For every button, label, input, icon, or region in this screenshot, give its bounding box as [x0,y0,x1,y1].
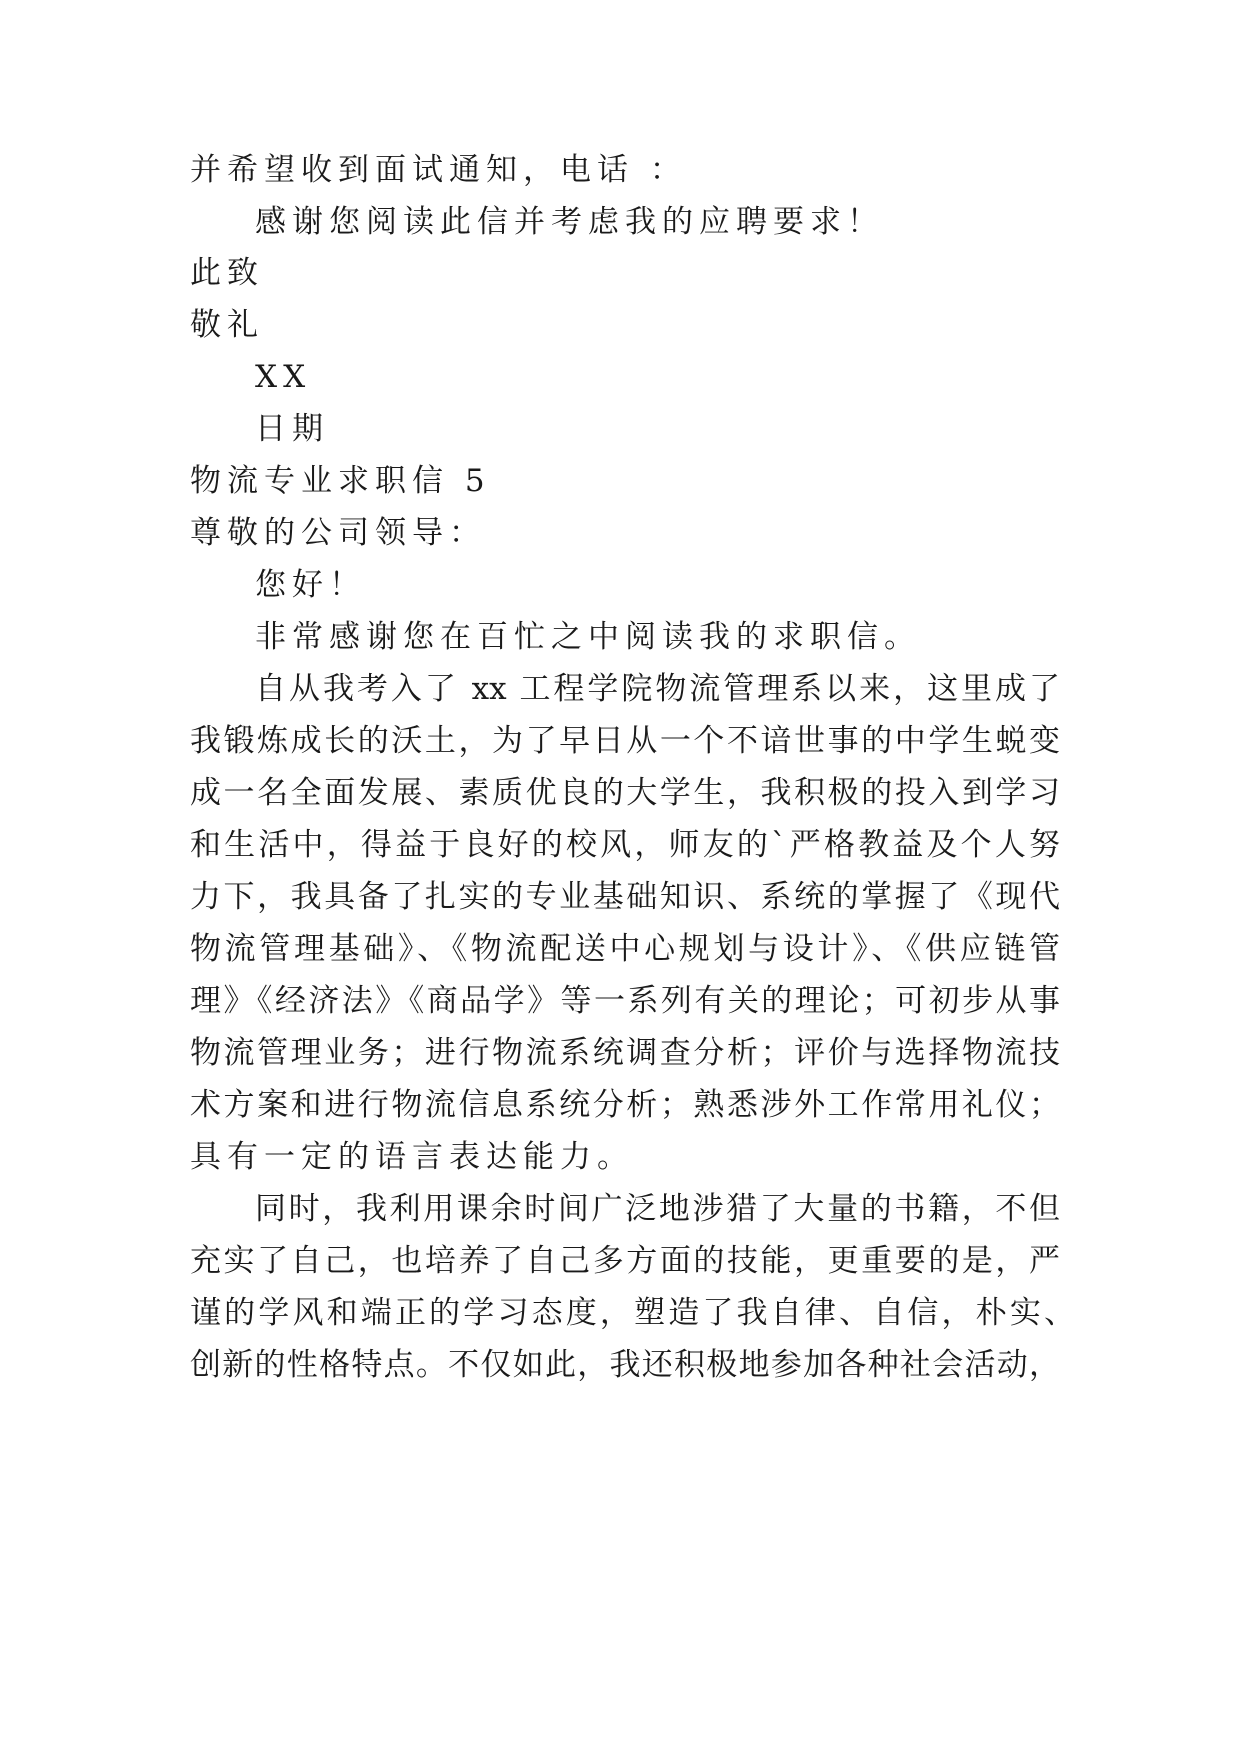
paragraph-line: 物流管理基础》、《物流配送中心规划与设计》、《供应链管 [190,931,1060,967]
text-line-appreciation: 非常感谢您在百忙之中阅读我的求职信。 [255,619,921,655]
text-line-phone: 并希望收到面试通知，电话 ： [190,152,687,188]
section-title: 物流专业求职信 5 [190,463,491,499]
signature-name: XX [255,359,312,395]
paragraph-line: 理》《经济法》《商品学》等一系列有关的理论；可初步从事 [190,983,1060,1019]
greeting: 您好！ [255,567,366,603]
paragraph-line: 具有一定的语言表达能力。 [190,1139,634,1175]
paragraph-line: 同时，我利用课余时间广泛地涉猎了大量的书籍，不但 [255,1191,1060,1227]
salutation: 尊敬的公司领导： [190,515,486,551]
paragraph-line: 谨的学风和端正的学习态度，塑造了我自律、自信，朴实、 [190,1295,1075,1331]
text-line-thanks: 感谢您阅读此信并考虑我的应聘要求！ [255,204,884,240]
paragraph-line: 自从我考入了 xx 工程学院物流管理系以来，这里成了 [255,671,1060,707]
paragraph-line: 创新的性格特点。不仅如此，我还积极地参加各种社会活动， [190,1347,1060,1383]
paragraph-line: 我锻炼成长的沃土，为了早日从一个不谙世事的中学生蜕变 [190,723,1060,759]
signature-date: 日期 [255,411,329,447]
paragraph-line: 和生活中，得益于良好的校风，师友的`严格教益及个人努 [190,827,1060,863]
text-line-cizhi: 此致 [190,255,264,291]
paragraph-line: 力下，我具备了扎实的专业基础知识、系统的掌握了《现代 [190,879,1060,915]
text-line-jingli: 敬礼 [190,307,264,343]
paragraph-line: 物流管理业务；进行物流系统调查分析；评价与选择物流技 [190,1035,1060,1071]
paragraph-line: 术方案和进行物流信息系统分析；熟悉涉外工作常用礼仪； [190,1087,1060,1123]
paragraph-line: 成一名全面发展、素质优良的大学生，我积极的投入到学习 [190,775,1060,811]
paragraph-line: 充实了自己，也培养了自己多方面的技能，更重要的是，严 [190,1243,1060,1279]
